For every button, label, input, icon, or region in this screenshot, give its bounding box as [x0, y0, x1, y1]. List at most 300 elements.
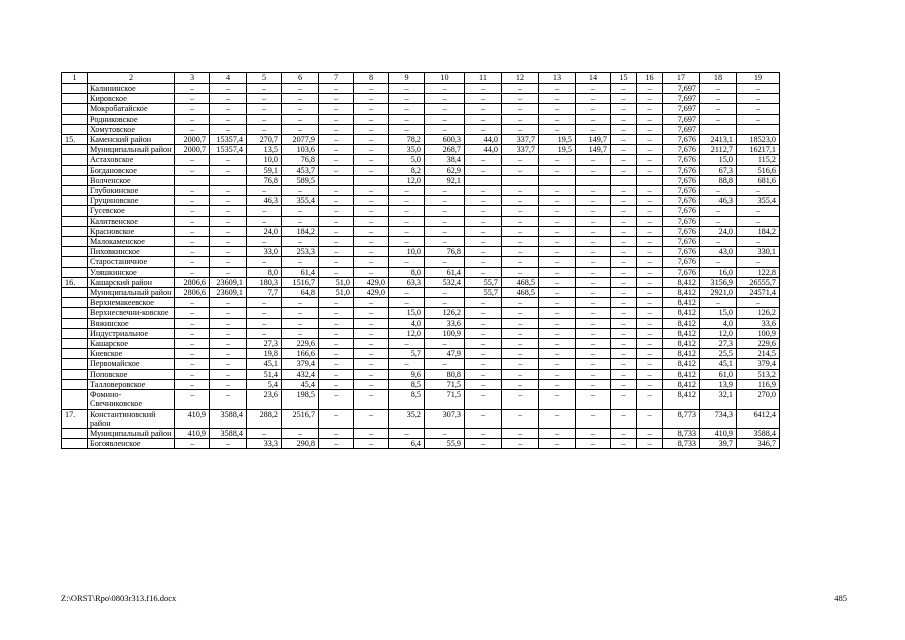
- value-cell: 27,3: [247, 339, 282, 349]
- value-cell: –: [247, 124, 282, 134]
- value-cell: –: [611, 428, 637, 438]
- value-cell: –: [319, 328, 354, 338]
- value-cell: –: [637, 165, 663, 175]
- value-cell: 15357,4: [210, 135, 247, 145]
- header-cell: 3: [175, 73, 210, 84]
- value-cell: –: [637, 145, 663, 155]
- row-name: Константиновский район: [88, 409, 175, 428]
- value-cell: –: [247, 186, 282, 196]
- value-cell: –: [354, 186, 389, 196]
- value-cell: –: [282, 308, 319, 318]
- value-cell: –: [354, 308, 389, 318]
- value-cell: –: [539, 216, 576, 226]
- value-cell: –: [319, 135, 354, 145]
- value-cell: –: [611, 155, 637, 165]
- value-cell: 55,7: [465, 288, 502, 298]
- value-cell: 13,5: [247, 145, 282, 155]
- value-cell: 45,1: [700, 359, 737, 369]
- value-cell: –: [637, 379, 663, 389]
- table-row: [62, 216, 780, 226]
- value-cell: –: [465, 206, 502, 216]
- value-cell: –: [611, 237, 637, 247]
- value-cell: –: [576, 308, 611, 318]
- value-cell: –: [539, 247, 576, 257]
- value-cell: 122,8: [737, 267, 780, 277]
- value-cell: 19,5: [539, 135, 576, 145]
- value-cell: –: [210, 359, 247, 369]
- value-cell: –: [282, 328, 319, 338]
- value-cell: 7,676: [663, 247, 700, 257]
- value-cell: 35,0: [389, 145, 425, 155]
- value-cell: –: [637, 267, 663, 277]
- value-cell: [175, 175, 210, 185]
- value-cell: 100,9: [737, 328, 780, 338]
- value-cell: –: [282, 428, 319, 438]
- value-cell: –: [354, 84, 389, 94]
- value-cell: –: [389, 84, 425, 94]
- value-cell: –: [319, 247, 354, 257]
- header-cell: 2: [88, 73, 175, 84]
- value-cell: –: [611, 124, 637, 134]
- value-cell: 2000,7: [175, 145, 210, 155]
- value-cell: –: [637, 328, 663, 338]
- row-number: [62, 339, 88, 349]
- value-cell: –: [354, 145, 389, 155]
- value-cell: 410,9: [175, 428, 210, 438]
- value-cell: –: [319, 206, 354, 216]
- value-cell: 16217,1: [737, 145, 780, 155]
- value-cell: –: [465, 247, 502, 257]
- value-cell: –: [175, 165, 210, 175]
- value-cell: 184,2: [282, 226, 319, 236]
- value-cell: –: [700, 186, 737, 196]
- value-cell: –: [637, 359, 663, 369]
- table-row: [62, 257, 780, 267]
- value-cell: –: [282, 257, 319, 267]
- value-cell: 12,0: [389, 328, 425, 338]
- header-cell: 15: [611, 73, 637, 84]
- value-cell: 7,676: [663, 196, 700, 206]
- value-cell: 18523,0: [737, 135, 780, 145]
- value-cell: 468,5: [502, 288, 539, 298]
- value-cell: –: [319, 298, 354, 308]
- row-name: Хомутовское: [88, 124, 175, 134]
- value-cell: –: [425, 84, 465, 94]
- value-cell: –: [637, 288, 663, 298]
- value-cell: –: [611, 439, 637, 449]
- value-cell: –: [319, 339, 354, 349]
- value-cell: –: [425, 196, 465, 206]
- value-cell: –: [465, 409, 502, 428]
- value-cell: 270,7: [247, 135, 282, 145]
- value-cell: –: [354, 379, 389, 389]
- value-cell: –: [354, 124, 389, 134]
- value-cell: –: [354, 206, 389, 216]
- value-cell: –: [282, 237, 319, 247]
- value-cell: 13,9: [700, 379, 737, 389]
- value-cell: 8,412: [663, 277, 700, 287]
- value-cell: –: [465, 369, 502, 379]
- value-cell: –: [354, 94, 389, 104]
- value-cell: –: [465, 104, 502, 114]
- value-cell: –: [282, 318, 319, 328]
- value-cell: 5,0: [389, 155, 425, 165]
- value-cell: –: [576, 379, 611, 389]
- value-cell: –: [539, 369, 576, 379]
- value-cell: –: [611, 216, 637, 226]
- value-cell: –: [354, 135, 389, 145]
- value-cell: –: [389, 428, 425, 438]
- value-cell: 126,2: [737, 308, 780, 318]
- value-cell: –: [637, 135, 663, 145]
- value-cell: 8,412: [663, 339, 700, 349]
- value-cell: –: [737, 114, 780, 124]
- header-cell: 4: [210, 73, 247, 84]
- value-cell: –: [210, 226, 247, 236]
- footer-page-number: 485: [834, 593, 847, 603]
- value-cell: –: [502, 104, 539, 114]
- value-cell: –: [502, 379, 539, 389]
- value-cell: –: [611, 390, 637, 409]
- value-cell: –: [737, 84, 780, 94]
- value-cell: –: [576, 216, 611, 226]
- table-row: [62, 349, 780, 359]
- row-name: Груциновское: [88, 196, 175, 206]
- value-cell: 7,676: [663, 165, 700, 175]
- value-cell: 55,7: [465, 277, 502, 287]
- value-cell: –: [175, 196, 210, 206]
- value-cell: 2077,9: [282, 135, 319, 145]
- value-cell: –: [611, 165, 637, 175]
- value-cell: –: [247, 328, 282, 338]
- value-cell: –: [319, 237, 354, 247]
- row-number: [62, 267, 88, 277]
- value-cell: –: [354, 390, 389, 409]
- value-cell: –: [465, 196, 502, 206]
- value-cell: –: [354, 409, 389, 428]
- value-cell: –: [737, 298, 780, 308]
- row-number: [62, 247, 88, 257]
- value-cell: –: [576, 298, 611, 308]
- value-cell: [637, 175, 663, 185]
- value-cell: –: [502, 237, 539, 247]
- row-name: Муниципальный район: [88, 288, 175, 298]
- value-cell: –: [576, 277, 611, 287]
- value-cell: 76,8: [247, 175, 282, 185]
- value-cell: 589,5: [282, 175, 319, 185]
- table-row: [62, 379, 780, 389]
- table-row: [62, 165, 780, 175]
- value-cell: –: [539, 328, 576, 338]
- value-cell: 61,4: [282, 267, 319, 277]
- value-cell: –: [354, 196, 389, 206]
- value-cell: –: [611, 104, 637, 114]
- value-cell: –: [465, 379, 502, 389]
- value-cell: –: [175, 267, 210, 277]
- value-cell: –: [389, 186, 425, 196]
- value-cell: –: [611, 409, 637, 428]
- value-cell: –: [465, 339, 502, 349]
- value-cell: –: [175, 369, 210, 379]
- value-cell: –: [611, 349, 637, 359]
- value-cell: 12,0: [389, 175, 425, 185]
- value-cell: 600,3: [425, 135, 465, 145]
- value-cell: –: [637, 186, 663, 196]
- value-cell: 513,2: [737, 369, 780, 379]
- row-number: [62, 318, 88, 328]
- value-cell: –: [539, 277, 576, 287]
- value-cell: –: [465, 359, 502, 369]
- value-cell: –: [465, 216, 502, 226]
- value-cell: 7,697: [663, 104, 700, 114]
- value-cell: –: [539, 390, 576, 409]
- value-cell: –: [175, 206, 210, 216]
- value-cell: 307,3: [425, 409, 465, 428]
- value-cell: 2112,7: [700, 145, 737, 155]
- row-name: Малокаменское: [88, 237, 175, 247]
- value-cell: 64,8: [282, 288, 319, 298]
- row-name: Пиховкинское: [88, 247, 175, 257]
- value-cell: –: [539, 379, 576, 389]
- row-name: Кировское: [88, 94, 175, 104]
- table-row: [62, 196, 780, 206]
- value-cell: 15,0: [700, 308, 737, 318]
- value-cell: –: [210, 379, 247, 389]
- value-cell: 47,9: [425, 349, 465, 359]
- value-cell: –: [247, 206, 282, 216]
- row-number: [62, 390, 88, 409]
- header-cell: 7: [319, 73, 354, 84]
- value-cell: 4,0: [700, 318, 737, 328]
- table-row: [62, 409, 780, 428]
- value-cell: 379,4: [282, 359, 319, 369]
- row-number: [62, 84, 88, 94]
- value-cell: 5,7: [389, 349, 425, 359]
- value-cell: –: [210, 237, 247, 247]
- row-number: [62, 359, 88, 369]
- value-cell: –: [282, 114, 319, 124]
- value-cell: –: [319, 409, 354, 428]
- row-name: Калининское: [88, 84, 175, 94]
- value-cell: –: [637, 226, 663, 236]
- value-cell: 61,0: [700, 369, 737, 379]
- value-cell: 214,5: [737, 349, 780, 359]
- value-cell: 8,412: [663, 318, 700, 328]
- value-cell: –: [637, 216, 663, 226]
- value-cell: 115,2: [737, 155, 780, 165]
- value-cell: –: [502, 439, 539, 449]
- value-cell: –: [425, 288, 465, 298]
- value-cell: –: [576, 390, 611, 409]
- value-cell: 7,697: [663, 124, 700, 134]
- value-cell: –: [465, 298, 502, 308]
- value-cell: –: [611, 277, 637, 287]
- value-cell: –: [282, 104, 319, 114]
- row-number: [62, 349, 88, 359]
- value-cell: 7,676: [663, 135, 700, 145]
- value-cell: –: [611, 339, 637, 349]
- value-cell: 8,412: [663, 369, 700, 379]
- value-cell: –: [700, 216, 737, 226]
- value-cell: –: [210, 328, 247, 338]
- row-name: Талловеровское: [88, 379, 175, 389]
- value-cell: 15,0: [389, 308, 425, 318]
- row-number: [62, 288, 88, 298]
- value-cell: –: [210, 155, 247, 165]
- data-table: [61, 72, 780, 449]
- value-cell: –: [637, 349, 663, 359]
- table-row: [62, 359, 780, 369]
- value-cell: –: [175, 94, 210, 104]
- table-row: [62, 84, 780, 94]
- table-row: [62, 94, 780, 104]
- value-cell: –: [502, 84, 539, 94]
- value-cell: –: [737, 94, 780, 104]
- header-cell: 16: [637, 73, 663, 84]
- value-cell: –: [354, 114, 389, 124]
- value-cell: –: [502, 318, 539, 328]
- value-cell: [700, 124, 737, 134]
- value-cell: 355,4: [737, 196, 780, 206]
- row-number: [62, 237, 88, 247]
- value-cell: 6412,4: [737, 409, 780, 428]
- value-cell: 15,0: [700, 155, 737, 165]
- value-cell: –: [175, 84, 210, 94]
- header-cell: 18: [700, 73, 737, 84]
- value-cell: 5,4: [247, 379, 282, 389]
- value-cell: 8,412: [663, 359, 700, 369]
- value-cell: –: [502, 226, 539, 236]
- value-cell: 78,2: [389, 135, 425, 145]
- value-cell: –: [465, 318, 502, 328]
- value-cell: –: [319, 114, 354, 124]
- value-cell: 7,676: [663, 155, 700, 165]
- row-name: Богоявленское: [88, 439, 175, 449]
- value-cell: –: [737, 237, 780, 247]
- value-cell: –: [319, 267, 354, 277]
- value-cell: –: [611, 114, 637, 124]
- value-cell: –: [210, 318, 247, 328]
- row-number: [62, 186, 88, 196]
- table-row: [62, 175, 780, 185]
- value-cell: 23609,1: [210, 277, 247, 287]
- value-cell: –: [282, 84, 319, 94]
- value-cell: –: [539, 104, 576, 114]
- value-cell: –: [576, 339, 611, 349]
- value-cell: –: [389, 206, 425, 216]
- value-cell: 51,0: [319, 277, 354, 287]
- header-cell: 10: [425, 73, 465, 84]
- row-name: Красновское: [88, 226, 175, 236]
- row-name: Муниципальный район: [88, 428, 175, 438]
- value-cell: –: [611, 247, 637, 257]
- value-cell: –: [319, 104, 354, 114]
- value-cell: –: [502, 390, 539, 409]
- value-cell: –: [611, 288, 637, 298]
- value-cell: –: [425, 216, 465, 226]
- value-cell: –: [319, 155, 354, 165]
- value-cell: 7,676: [663, 206, 700, 216]
- value-cell: –: [502, 328, 539, 338]
- table-row: [62, 206, 780, 216]
- value-cell: 8,733: [663, 439, 700, 449]
- value-cell: 19,5: [539, 145, 576, 155]
- value-cell: –: [282, 94, 319, 104]
- value-cell: 8,412: [663, 328, 700, 338]
- value-cell: –: [576, 288, 611, 298]
- value-cell: –: [637, 409, 663, 428]
- row-number: [62, 298, 88, 308]
- value-cell: 8,2: [389, 165, 425, 175]
- value-cell: –: [425, 339, 465, 349]
- value-cell: 76,8: [282, 155, 319, 165]
- row-name: Глубокинское: [88, 186, 175, 196]
- value-cell: 2806,6: [175, 288, 210, 298]
- footer-file-path: Z:\ORST\Rpo\0803r313.f16.docx: [61, 593, 177, 603]
- value-cell: 38,4: [425, 155, 465, 165]
- value-cell: –: [576, 155, 611, 165]
- value-cell: –: [247, 104, 282, 114]
- value-cell: –: [210, 308, 247, 318]
- value-cell: –: [319, 165, 354, 175]
- value-cell: –: [637, 390, 663, 409]
- value-cell: –: [175, 349, 210, 359]
- value-cell: 8,412: [663, 390, 700, 409]
- value-cell: –: [502, 339, 539, 349]
- value-cell: 71,5: [425, 390, 465, 409]
- value-cell: –: [637, 308, 663, 318]
- value-cell: –: [210, 247, 247, 257]
- value-cell: –: [700, 84, 737, 94]
- value-cell: 7,697: [663, 94, 700, 104]
- value-cell: –: [354, 339, 389, 349]
- value-cell: –: [737, 186, 780, 196]
- value-cell: –: [611, 328, 637, 338]
- header-cell: 12: [502, 73, 539, 84]
- value-cell: –: [576, 165, 611, 175]
- row-number: [62, 308, 88, 318]
- value-cell: –: [210, 186, 247, 196]
- value-cell: –: [502, 94, 539, 104]
- value-cell: –: [282, 298, 319, 308]
- row-number: [62, 94, 88, 104]
- value-cell: –: [465, 84, 502, 94]
- row-number: [62, 196, 88, 206]
- value-cell: –: [700, 237, 737, 247]
- value-cell: –: [539, 196, 576, 206]
- value-cell: –: [210, 390, 247, 409]
- value-cell: 7,676: [663, 257, 700, 267]
- value-cell: –: [576, 226, 611, 236]
- row-name: Калитвенское: [88, 216, 175, 226]
- value-cell: –: [175, 328, 210, 338]
- value-cell: –: [354, 318, 389, 328]
- table-row: [62, 135, 780, 145]
- value-cell: –: [319, 257, 354, 267]
- value-cell: –: [319, 349, 354, 359]
- row-name: Киевское: [88, 349, 175, 359]
- value-cell: –: [502, 349, 539, 359]
- value-cell: 25,5: [700, 349, 737, 359]
- value-cell: 62,9: [425, 165, 465, 175]
- value-cell: –: [611, 206, 637, 216]
- value-cell: –: [637, 104, 663, 114]
- value-cell: –: [425, 298, 465, 308]
- value-cell: –: [319, 359, 354, 369]
- value-cell: –: [611, 308, 637, 318]
- value-cell: –: [319, 439, 354, 449]
- value-cell: –: [502, 308, 539, 318]
